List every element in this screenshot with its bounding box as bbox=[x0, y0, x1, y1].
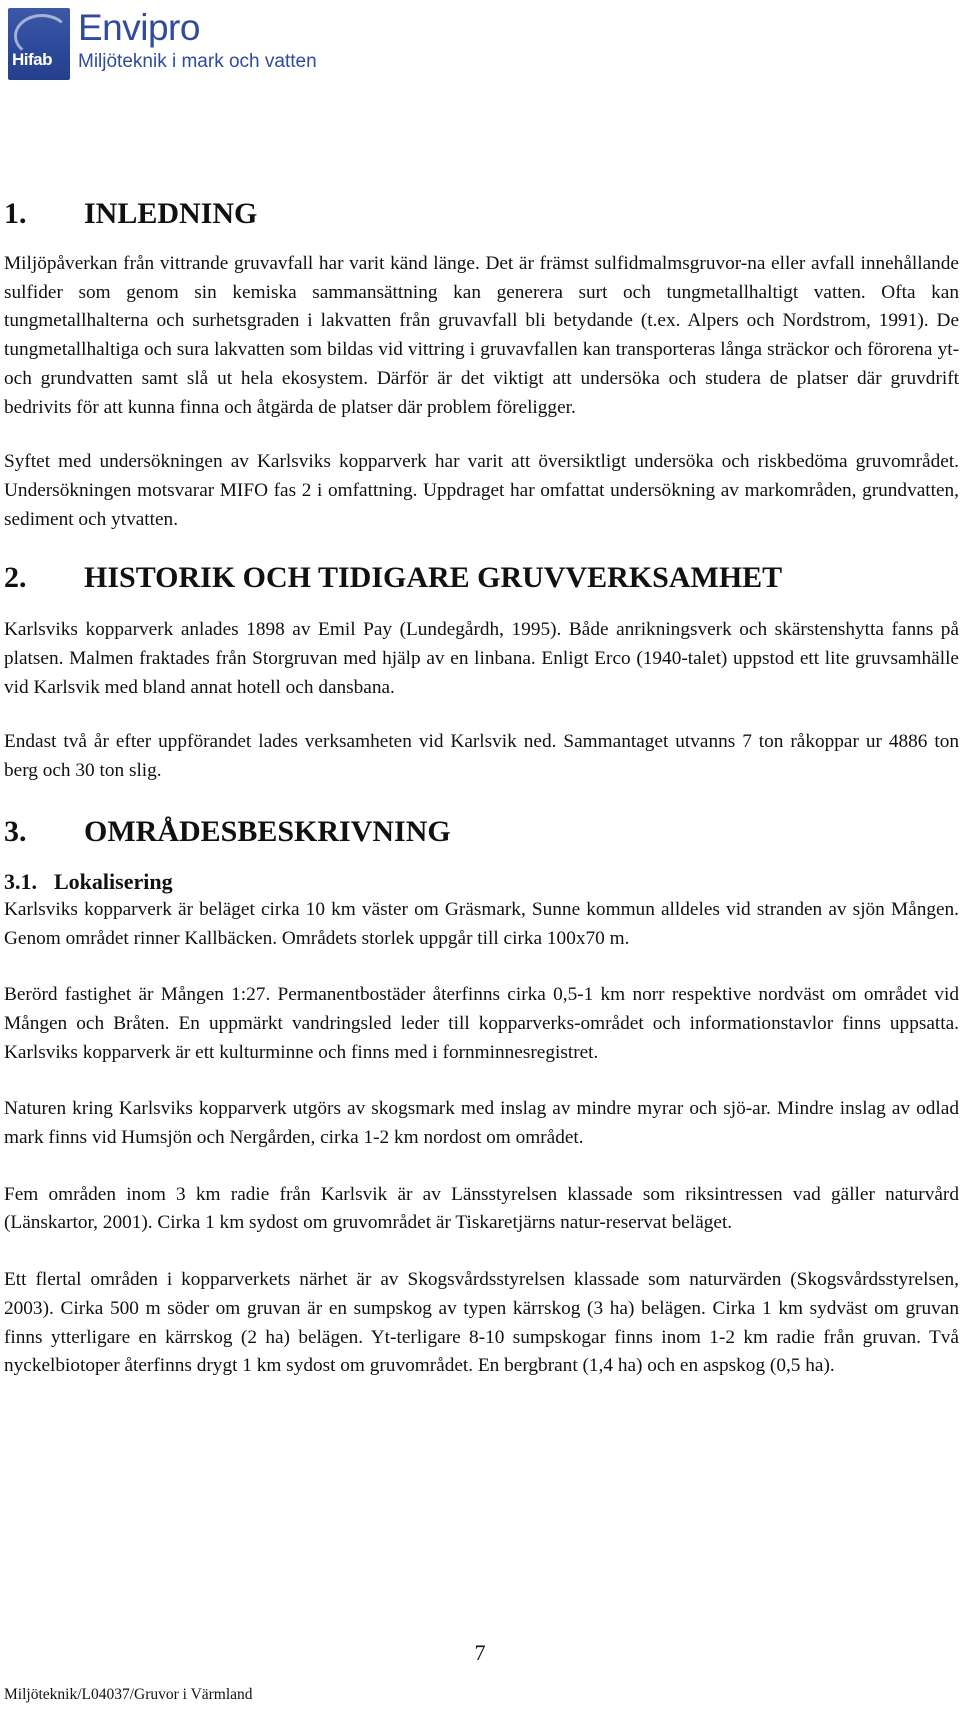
paragraph: Fem områden inom 3 km radie från Karlsvik är av Länsstyrelsen klassade som riksintressen vad gäller naturvård (Länskartor, 2001). Cirka 1 km sydost om gruvområdet är Tiskaretjärns natur-reservat beläget. bbox=[4, 1183, 959, 1234]
paragraph: Berörd fastighet är Mången 1:27. Permanentbostäder återfinns cirka 0,5-1 km norr respektive nordväst om området vid Mången och Bråten. En uppmärkt vandringsled leder till kopparverks-området och informationstavlor finns uppsatta. Karlsviks kopparverk är ett kulturminne och finns med i fornminnesregistret. bbox=[4, 984, 959, 1063]
section-2-heading bbox=[4, 556, 959, 600]
section-3-heading bbox=[4, 810, 959, 854]
page-number: 7 bbox=[474, 1640, 486, 1665]
section-title: INLEDNING bbox=[84, 197, 258, 230]
section-title: HISTORIK OCH TIDIGARE GRUVVERKSAMHET bbox=[84, 561, 783, 595]
section-number: 2. bbox=[4, 561, 27, 595]
brand-name: Envipro bbox=[78, 7, 200, 48]
paragraph: Ett flertal områden i kopparverkets närhet är av Skogsvårdsstyrelsen klassade som naturvärden (Skogsvårdsstyrelsen, 2003). Cirka 500 m söder om gruvan är en sumpskog av typen kärrskog (3 ha) belägen. Cirka 1 km sydväst om gruvan finns ytterligare en kärrskog (2 ha) belägen. Yt-terligare 8-10 sumpskogar finns inom 1-2 km radie från gruvan. Två nyckelbiotoper återfinns drygt 1 km sydost om gruvområdet. En bergbrant (1,4 ha) och en aspskog (0,5 ha). bbox=[4, 1269, 959, 1377]
subsection-title: Lokalisering bbox=[54, 868, 173, 894]
hifab-logo-mark bbox=[8, 8, 70, 80]
section-1-heading bbox=[4, 192, 959, 236]
section-title: OMRÅDESBESKRIVNING bbox=[84, 814, 451, 848]
logo-mark-text: Hifab bbox=[12, 50, 52, 69]
paragraph: Karlsviks kopparverk är beläget cirka 10 km väster om Gräsmark, Sunne kommun alldeles vid stranden av sjön Mången. Genom området rinner Kallbäcken. Områdets storlek uppgår till cirka 100x70 m. bbox=[4, 898, 959, 949]
section-number: 1. bbox=[4, 197, 27, 230]
paragraph: Karlsviks kopparverk anlades 1898 av Emil Pay (Lundegårdh, 1995). Både anrikningsverk och skärstenshytta fanns på platsen. Malmen fraktades från Storgruvan med hjälp av en linbana. Enligt Erco (1940-talet) uppstod ett lite gruvsamhälle vid Karlsvik med bland annat hotell och dansbana. bbox=[4, 619, 959, 698]
subsection-number: 3.1. bbox=[4, 868, 37, 894]
paragraph: Miljöpåverkan från vittrande gruvavfall har varit känd länge. Det är främst sulfidmalmsgruvor-na eller avfall innehållande sulfider som genom sin kemiska sammansättning kan generera surt och tungmetallhaltigt vatten. Ofta kan tungmetallhalterna och surhetsgraden i lakvatten från gruvavfall bli betydande (t.ex. Alpers och Nordstrom, 1991). De tungmetallhaltiga och sura lakvatten som bildas vid vittring i gruvavfallen kan transporteras långa sträckor och förorena yt- och grundvatten samt slå ut hela ekosystem. Därför är det viktigt att undersöka och studera de platser där gruvdrift bedrivits för att kunna finna och åtgärda de platser där problem föreligger. bbox=[4, 253, 959, 418]
document-reference: Miljöteknik/L04037/Gruvor i Värmland bbox=[4, 1686, 253, 1703]
subsection-3-1-heading bbox=[4, 868, 959, 896]
brand-tagline: Miljöteknik i mark och vatten bbox=[78, 51, 317, 72]
paragraph: Endast två år efter uppförandet lades verksamheten vid Karlsvik ned. Sammantaget utvanns 7 ton råkoppar ur 4886 ton berg och 30 ton slig. bbox=[4, 731, 959, 782]
company-logo bbox=[8, 8, 317, 80]
document-body bbox=[4, 192, 959, 1381]
paragraph: Syftet med undersökningen av Karlsviks kopparverk har varit att översiktligt undersöka och riskbedöma gruvområdet. Undersökningen motsvarar MIFO fas 2 i omfattning. Uppdraget har omfattat undersökning av markområden, grundvatten, sediment och ytvatten. bbox=[4, 451, 959, 530]
paragraph: Naturen kring Karlsviks kopparverk utgörs av skogsmark med inslag av mindre myrar och sjö-ar. Mindre inslag av odlad mark finns vid Humsjön och Nergården, cirka 1-2 km nordost om området. bbox=[4, 1098, 959, 1149]
section-number: 3. bbox=[4, 814, 27, 848]
